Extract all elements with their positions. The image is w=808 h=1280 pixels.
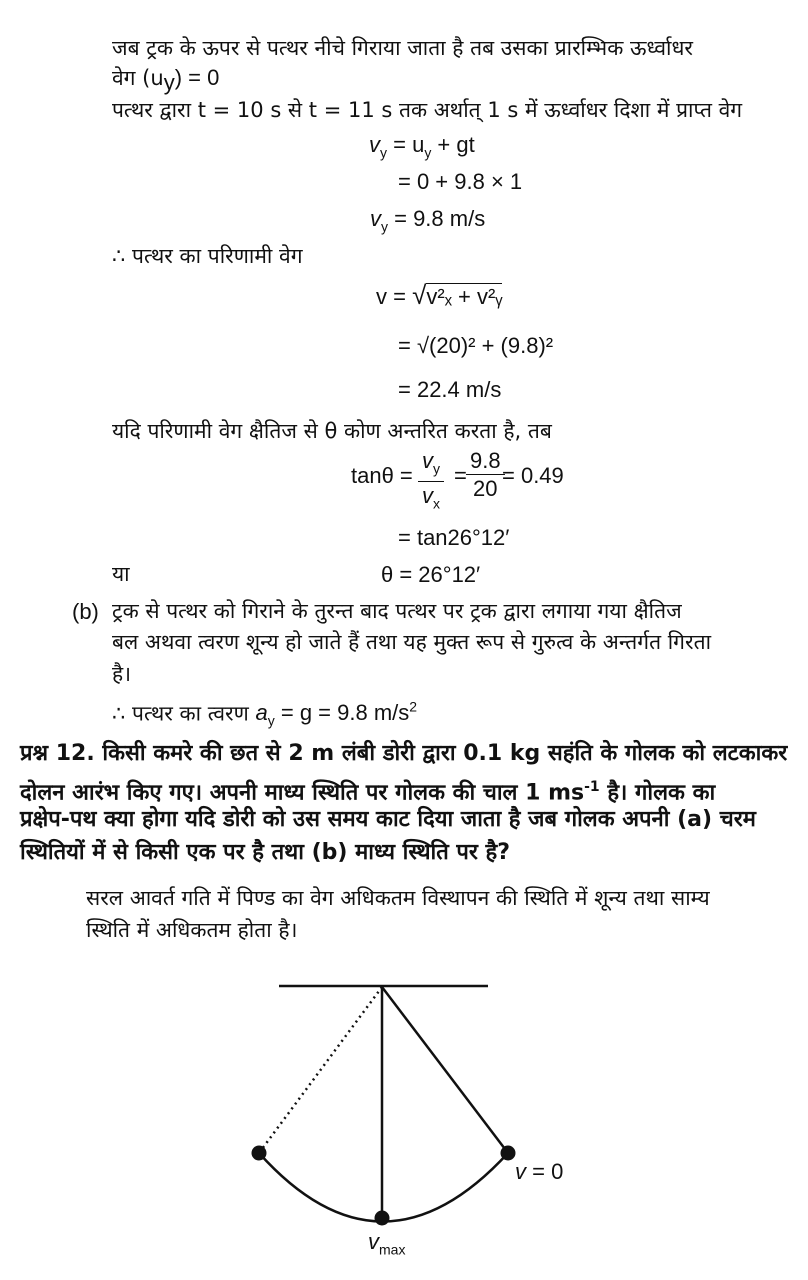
equation: = 0 + 9.8 × 1 xyxy=(398,169,523,194)
equation: = tan26°12′ xyxy=(398,525,510,550)
equation: v = √v²ₓ + v²ᵧ xyxy=(376,280,503,310)
text-line: बल अथवा त्वरण शून्य हो जाते हैं तथा यह मुक्त रूप से गुरुत्व के अन्तर्गत गिरता xyxy=(112,630,712,654)
label-v-zero: v = 0 xyxy=(515,1159,564,1184)
bob-right xyxy=(501,1146,516,1161)
bob-mean xyxy=(375,1211,390,1226)
equation: = √(20)² + (9.8)² xyxy=(398,333,554,358)
answer-line: स्थिति में अधिकतम होता है। xyxy=(86,918,298,942)
equation: $v_y = 9.8$ m/s xyxy=(370,206,486,235)
fraction: $\frac{v_y}{v_x}$ xyxy=(418,448,444,518)
text-line: ∴ पत्थर का त्वरण $a_y = g = 9.8$ $m/s^2$ xyxy=(112,699,418,729)
fraction: $\frac{9.8}{20}$ xyxy=(466,448,505,503)
bob-left xyxy=(252,1146,267,1161)
equation: = xyxy=(454,463,467,488)
text-line: जब ट्रक के ऊपर से पत्थर नीचे गिराया जाता है तब उसका प्रारम्भिक ऊर्ध्वाधर xyxy=(112,36,693,60)
text-line: ∴ पत्थर का परिणामी वेग xyxy=(112,244,303,268)
equation: = 0.49 xyxy=(502,463,564,488)
equation: θ = 26°12′ xyxy=(381,562,481,587)
text-line: पत्थर द्वारा t = 10 s से t = 11 s तक अर्थात् 1 s में ऊर्ध्वाधर दिशा में प्राप्त वेग xyxy=(112,98,743,122)
question-label: प्रश्न 12. xyxy=(20,741,95,766)
question-line: दोलन आरंभ किए गए। अपनी माध्य स्थिति पर गोलक की चाल 1 $ms^{-1}$ है। गोलक का xyxy=(20,779,716,806)
text-line: है। xyxy=(112,662,132,686)
text-line: या xyxy=(112,562,130,586)
text-line: ट्रक से पत्थर को गिराने के तुरन्त बाद पत्थर पर ट्रक द्वारा लगाया गया क्षैतिज xyxy=(112,599,682,623)
label-v-max: $v_{max}$ xyxy=(368,1229,406,1258)
equation: $v_y = u_y$ + gt xyxy=(369,132,475,161)
equation: = 22.4 m/s xyxy=(398,377,502,402)
answer-line: सरल आवर्त गति में पिण्ड का वेग अधिकतम विस्थापन की स्थिति में शून्य तथा साम्य xyxy=(86,886,710,910)
equation: tanθ = xyxy=(351,463,413,488)
string-extreme-left xyxy=(259,987,382,1153)
text-line: यदि परिणामी वेग क्षैतिज से θ कोण अन्तरित करता है, तब xyxy=(112,419,552,443)
question-line: स्थितियों में से किसी एक पर है तथा (b) माध्य स्थिति पर है? xyxy=(20,840,511,865)
question-line: प्रक्षेप-पथ क्या होगा यदि डोरी को उस समय काट दिया जाता है जब गोलक अपनी (a) चरम xyxy=(20,807,756,832)
part-label: (b) xyxy=(72,599,99,624)
question-line: प्रश्न 12. किसी कमरे की छत से 2 m लंबी डोरी द्वारा 0.1 kg सहंति के गोलक को लटकाकर xyxy=(20,741,788,766)
string-extreme-right xyxy=(382,987,508,1153)
text-line: वेग $(u_y) = 0$ xyxy=(112,65,220,96)
